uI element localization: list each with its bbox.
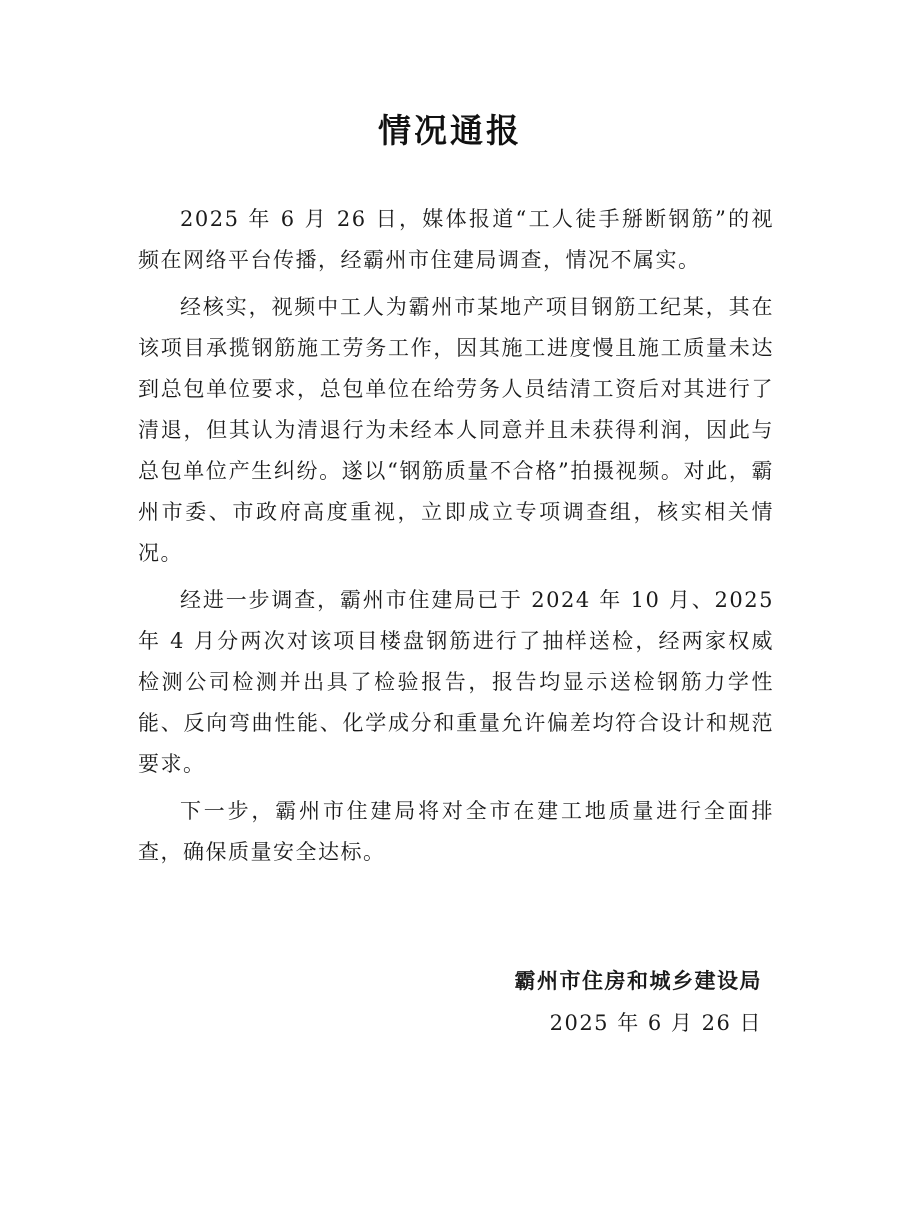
paragraph-1: 2025 年 6 月 26 日，媒体报道“工人徒手掰断钢筋”的视频在网络平台传播，经霸州市住建局调查，情况不属实。 bbox=[138, 207, 774, 272]
issuing-organization: 霸州市住房和城乡建设局 bbox=[514, 968, 762, 993]
paragraph-4: 下一步，霸州市住建局将对全市在建工地质量进行全面排查，确保质量安全达标。 bbox=[138, 799, 774, 864]
notice-body bbox=[138, 199, 774, 879]
issue-date: 2025 年 6 月 26 日 bbox=[549, 1011, 762, 1035]
notice-title: 情况通报 bbox=[378, 111, 522, 150]
paragraph-2: 经核实，视频中工人为霸州市某地产项目钢筋工纪某，其在该项目承揽钢筋施工劳务工作，因其施工进度慢且施工质量未达到总包单位要求，总包单位在给劳务人员结清工资后对其进行了清退，但其认为清退行为未经本人同意并且未获得利润，因此与总包单位产生纠纷。遂以“钢筋质量不合格”拍摄视频。对此，霸州市委、市政府高度重视，立即成立专项调查组，核实相关情况。 bbox=[138, 295, 774, 565]
paragraph-3: 经进一步调查，霸州市住建局已于 2024 年 10 月、2025 年 4 月分两次对该项目楼盘钢筋进行了抽样送检，经两家权威检测公司检测并出具了检验报告，报告均显示送检钢筋力学性能、反向弯曲性能、化学成分和重量允许偏差均符合设计和规范要求。 bbox=[138, 588, 774, 776]
signature-block bbox=[515, 960, 763, 1044]
